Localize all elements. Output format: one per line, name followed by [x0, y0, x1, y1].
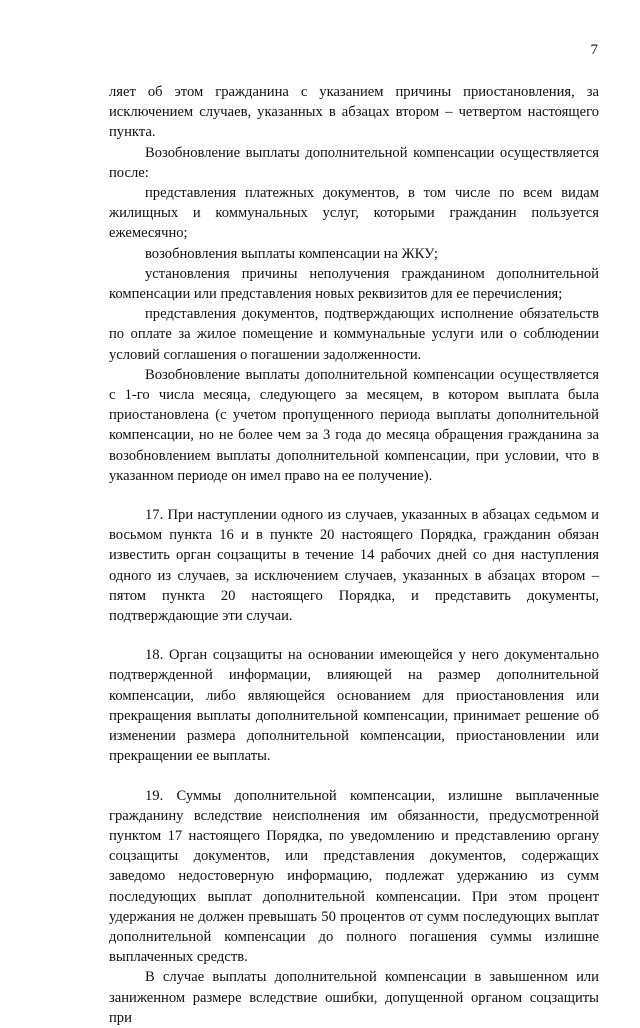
- paragraph-condition-obligations: представления документов, подтверждающих исполнение обязательств по оплате за жилое помещение и коммунальные услуги или о соблюдении условий соглашения о погашении задолженности.: [109, 306, 599, 363]
- paragraph-condition-payment-docs: представления платежных документов, в том числе по всем видам жилищных и коммунальных услуг, которыми гражданин пользуется ежемесячно;: [109, 185, 599, 242]
- document-body: [109, 82, 599, 1028]
- paragraph-continuation: ляет об этом гражданина с указанием причины приостановления, за исключением случаев, указанных в абзацах втором – четвертом настоящего пункта.: [109, 84, 599, 141]
- paragraph-condition-reason: установления причины неполучения гражданином дополнительной компенсации или представления новых реквизитов для ее перечисления;: [109, 265, 599, 303]
- paragraph-item-17: 17. При наступлении одного из случаев, указанных в абзацах седьмом и восьмом пункта 16 и в пункте 20 настоящего Порядка, гражданин обязан известить орган соцзащиты в течение 14 рабочих дней со дня наступления одного из случаев, за исключением случаев, указанных в абзацах втором – пятом пункта 20 настоящего Порядка, и представить документы, подтверждающие эти случаи.: [109, 507, 599, 625]
- page-number: 7: [590, 42, 598, 58]
- paragraph-item-19: 19. Суммы дополнительной компенсации, излишне выплаченные гражданину вследствие неисполнения им обязанности, предусмотренной пунктом 17 настоящего Порядка, по уведомлению и представлению органу соцзащиты документов, или представления документов, содержащих заведомо недостоверную информацию, подлежат удержанию из сумм последующих выплат дополнительной компенсации. При этом процент удержания не должен превышать 50 процентов от сумм последующих выплат дополнительной компенсации до полного погашения суммы излишне выплаченных средств.: [109, 787, 599, 966]
- paragraph-resumption-conditions: Возобновление выплаты дополнительной компенсации осуществляется после:: [109, 144, 599, 181]
- paragraph-resumption-date: Возобновление выплаты дополнительной компенсации осуществляется с 1-го числа месяца, следующего за месяцем, в котором выплата была приостановлена (с учетом пропущенного периода выплаты дополнительной компенсации, но не более чем за 3 года до месяца обращения гражданина за возобновлением выплаты дополнительной компенсации, при условии, что в указанном периоде он имел право на ее получение).: [109, 366, 599, 484]
- paragraph-condition-zhku: возобновления выплаты компенсации на ЖКУ;: [145, 245, 438, 262]
- paragraph-error-case: В случае выплаты дополнительной компенсации в завышенном или заниженном размере вследствие ошибки, допущенной органом соцзащиты при: [109, 969, 599, 1026]
- paragraph-item-18: 18. Орган соцзащиты на основании имеющейся у него документально подтвержденной информации, влияющей на размер дополнительной компенсации, либо являющейся основанием для приостановления или прекращения выплаты дополнительной компенсации, принимает решение об изменении размера дополнительной компенсации, приостановлении или прекращении ее выплаты.: [109, 647, 599, 765]
